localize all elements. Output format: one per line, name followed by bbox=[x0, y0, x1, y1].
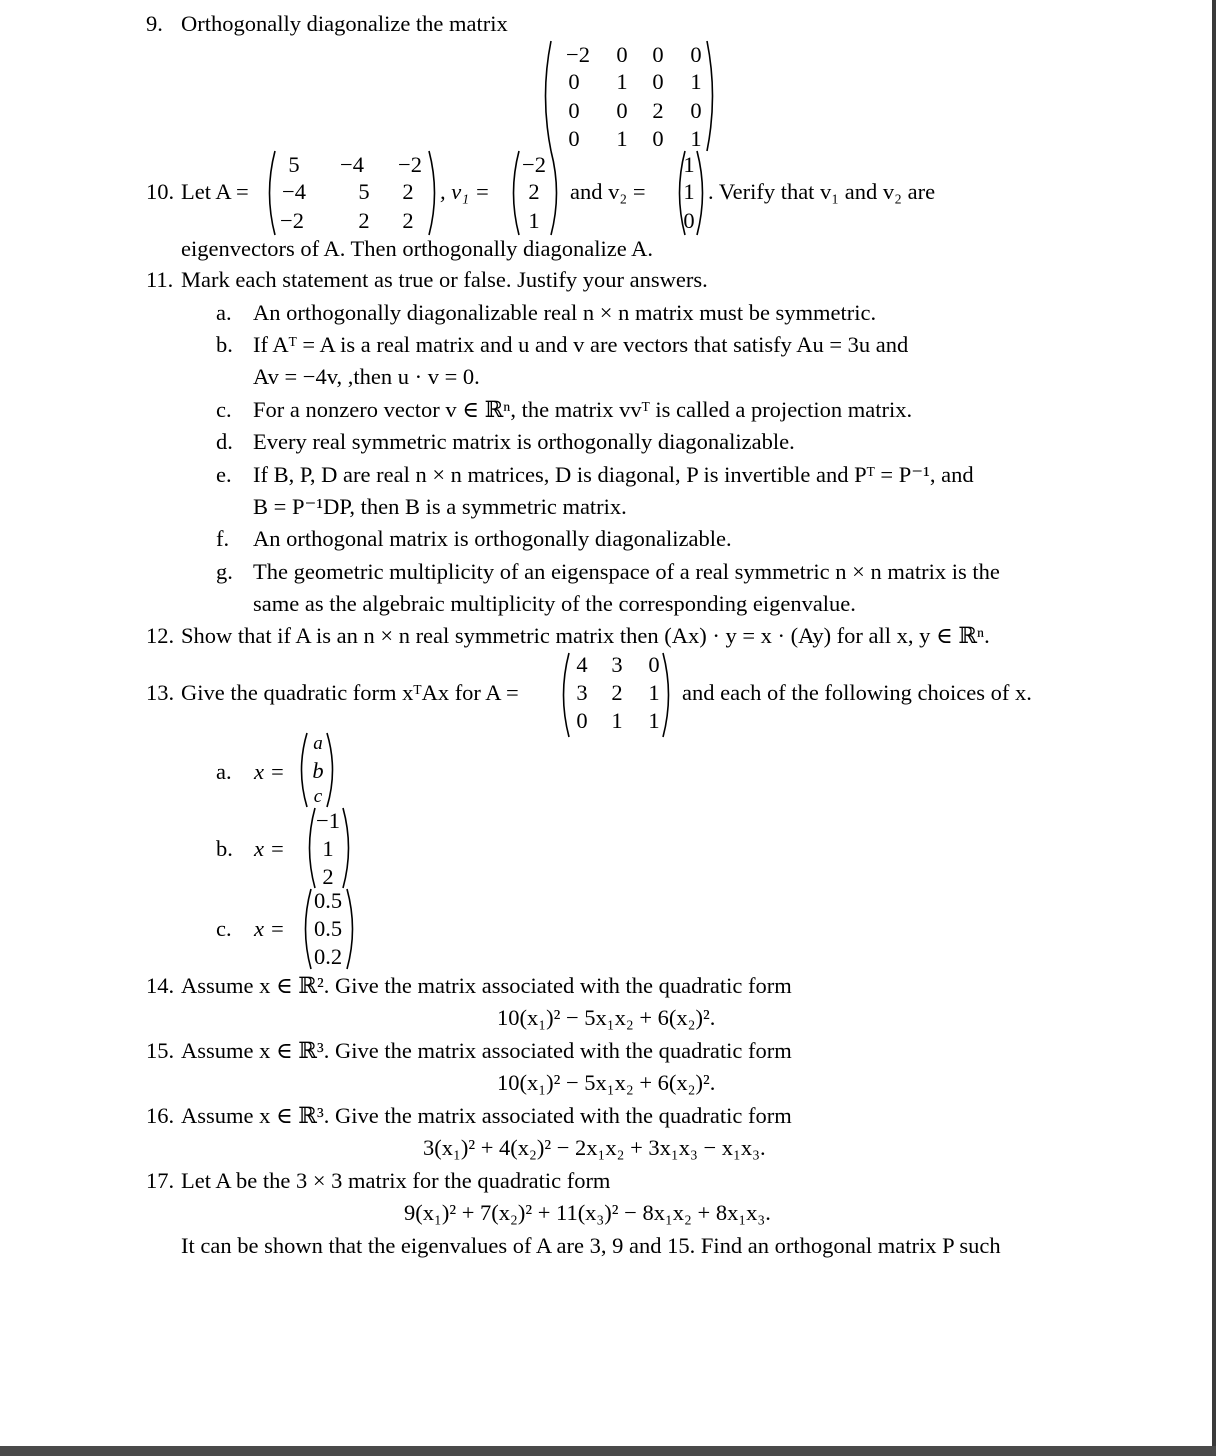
problem-10-number: 10. bbox=[146, 179, 175, 204]
matrix-10-cell: 2 bbox=[402, 179, 414, 204]
choice-x-eq: x = bbox=[254, 836, 285, 861]
statement-label: a. bbox=[216, 300, 232, 325]
vector-13c-entry: 0.5 bbox=[313, 888, 343, 913]
matrix-9-cell: 0 bbox=[690, 42, 702, 67]
statement-label: g. bbox=[216, 559, 233, 584]
matrix-13-cell: 3 bbox=[611, 652, 623, 677]
matrix-10-cell: −2 bbox=[398, 152, 422, 177]
problem-13-pre: Give the quadratic form xᵀAx for A = bbox=[181, 680, 519, 705]
matrix-9-cell: 0 bbox=[690, 98, 702, 123]
statement-label: d. bbox=[216, 429, 233, 454]
statement-label: f. bbox=[216, 526, 230, 551]
vector-13b-entry: −1 bbox=[316, 808, 340, 833]
statement-text: Av = −4v, ,then u · v = 0. bbox=[253, 364, 480, 389]
problem-13-post: and each of the following choices of x. bbox=[682, 680, 1032, 705]
statement-text: An orthogonal matrix is orthogonally diagonalizable. bbox=[253, 526, 732, 551]
statement-text: An orthogonally diagonalizable real n × n matrix must be symmetric. bbox=[253, 300, 877, 325]
problem-16-number: 16. bbox=[146, 1103, 175, 1128]
statement-label: c. bbox=[216, 397, 232, 422]
matrix-13-cell: 1 bbox=[611, 708, 623, 733]
matrix-9-cell: 0 bbox=[568, 98, 580, 123]
problem-13-number: 13. bbox=[146, 680, 175, 705]
choice-label: b. bbox=[216, 836, 233, 861]
matrix-10-cell: −4 bbox=[340, 152, 364, 177]
problem-12-number: 12. bbox=[146, 623, 175, 648]
matrix-13-cell: 0 bbox=[576, 708, 588, 733]
matrix-10-cell: 5 bbox=[358, 179, 370, 204]
vector-13a-entry: b bbox=[312, 758, 324, 783]
matrix-9-cell: 0 bbox=[568, 126, 580, 151]
statement-label: b. bbox=[216, 332, 233, 357]
vector-13b-entry: 2 bbox=[322, 864, 334, 889]
problem-15-text: Assume x ∈ ℝ³. Give the matrix associated with the quadratic form bbox=[181, 1038, 792, 1063]
vector-v2-entry: 1 bbox=[683, 152, 695, 177]
matrix-9-cell: 1 bbox=[616, 69, 628, 94]
problem-17-formula: 9(x₁)² + 7(x₂)² + 11(x₃)² − 8x₁x₂ + 8x₁x₃. bbox=[404, 1200, 771, 1225]
statement-text: Every real symmetric matrix is orthogonally diagonalizable. bbox=[253, 429, 795, 454]
choice-label: c. bbox=[216, 916, 232, 941]
matrix-9-cell: 1 bbox=[616, 126, 628, 151]
vector-13b-entry: 1 bbox=[322, 836, 334, 861]
vector-13a-entry: c bbox=[313, 786, 323, 807]
problem-10-and-v2: and v₂ = bbox=[570, 179, 646, 204]
matrix-10-cell: 2 bbox=[358, 208, 370, 233]
matrix-10-cell: 2 bbox=[402, 208, 414, 233]
vector-v1-entry: 1 bbox=[528, 208, 540, 233]
problem-9-text: Orthogonally diagonalize the matrix bbox=[181, 11, 508, 36]
statement-text: B = P⁻¹DP, then B is a symmetric matrix. bbox=[253, 494, 627, 519]
matrix-9-cell: 2 bbox=[652, 98, 664, 123]
matrix-13-cell: 1 bbox=[648, 708, 660, 733]
problem-17-number: 17. bbox=[146, 1168, 175, 1193]
matrix-13-cell: 3 bbox=[576, 680, 588, 705]
problem-11-number: 11. bbox=[146, 267, 174, 292]
matrix-13-cell: 4 bbox=[576, 652, 588, 677]
vector-v1-entry: 2 bbox=[528, 179, 540, 204]
statement-label: e. bbox=[216, 462, 232, 487]
matrix-9-left-paren bbox=[540, 40, 552, 152]
matrix-9-cell: 0 bbox=[652, 42, 664, 67]
problem-16-text: Assume x ∈ ℝ³. Give the matrix associated with the quadratic form bbox=[181, 1103, 792, 1128]
matrix-9-cell: 0 bbox=[652, 69, 664, 94]
matrix-10-cell: −2 bbox=[280, 208, 304, 233]
statement-text: The geometric multiplicity of an eigenspace of a real symmetric n × n matrix is the bbox=[253, 559, 1000, 584]
choice-x-eq: x = bbox=[254, 759, 285, 784]
problem-12-text: Show that if A is an n × n real symmetric matrix then (Ax) · y = x · (Ay) for all x, y ∈ ℝⁿ. bbox=[181, 623, 990, 648]
matrix-10-cell: −4 bbox=[282, 179, 306, 204]
matrix-13-cell: 0 bbox=[648, 652, 660, 677]
problem-16-formula: 3(x₁)² + 4(x₂)² − 2x₁x₂ + 3x₁x₃ − x₁x₃. bbox=[423, 1135, 766, 1160]
matrix-9-cell: 0 bbox=[652, 126, 664, 151]
page-frame-right bbox=[1212, 0, 1216, 1456]
matrix-9-cell: 0 bbox=[616, 42, 628, 67]
statement-text: For a nonzero vector v ∈ ℝⁿ, the matrix vvᵀ is called a projection matrix. bbox=[253, 397, 913, 422]
matrix-13-cell: 2 bbox=[611, 680, 623, 705]
vector-13c-entry: 0.2 bbox=[313, 944, 343, 969]
problem-10-line2: eigenvectors of A. Then orthogonally diagonalize A. bbox=[181, 236, 653, 261]
problem-15-number: 15. bbox=[146, 1038, 175, 1063]
matrix-9-cell: 1 bbox=[690, 69, 702, 94]
problem-10-verify: . Verify that v₁ and v₂ are bbox=[708, 179, 936, 204]
matrix-10-cell: 5 bbox=[288, 152, 300, 177]
problem-14-number: 14. bbox=[146, 973, 175, 998]
vector-v1-entry: −2 bbox=[522, 152, 546, 177]
matrix-9-cell: 1 bbox=[690, 126, 702, 151]
page-frame-bottom bbox=[0, 1446, 1216, 1456]
matrix-9-cell: −2 bbox=[566, 42, 590, 67]
problem-17-text: Let A be the 3 × 3 matrix for the quadratic form bbox=[181, 1168, 611, 1193]
matrix-13-cell: 1 bbox=[648, 680, 660, 705]
problem-14-text: Assume x ∈ ℝ². Give the matrix associated with the quadratic form bbox=[181, 973, 792, 998]
matrix-9-cell: 0 bbox=[568, 69, 580, 94]
problem-17-last-line: It can be shown that the eigenvalues of A are 3, 9 and 15. Find an orthogonal matrix P such bbox=[181, 1233, 1001, 1258]
choice-label: a. bbox=[216, 759, 232, 784]
choice-x-eq: x = bbox=[254, 916, 285, 941]
problem-11-text: Mark each statement as true or false. Justify your answers. bbox=[181, 267, 708, 292]
vector-v2-entry: 0 bbox=[683, 208, 695, 233]
problem-10-v1-eq: , v₁ = bbox=[440, 179, 490, 204]
statement-text: same as the algebraic multiplicity of the corresponding eigenvalue. bbox=[253, 591, 856, 616]
problem-14-formula: 10(x₁)² − 5x₁x₂ + 6(x₂)². bbox=[497, 1005, 716, 1030]
problem-10-let: Let A = bbox=[181, 179, 249, 204]
matrix-9-cell: 0 bbox=[616, 98, 628, 123]
vector-13c-entry: 0.5 bbox=[313, 916, 343, 941]
vector-v2-entry: 1 bbox=[683, 179, 695, 204]
statement-text: If Aᵀ = A is a real matrix and u and v are vectors that satisfy Au = 3u and bbox=[253, 332, 909, 357]
problem-9-number: 9. bbox=[146, 11, 163, 36]
problem-15-formula: 10(x₁)² − 5x₁x₂ + 6(x₂)². bbox=[497, 1070, 716, 1095]
vector-13a-entry: a bbox=[313, 733, 323, 754]
statement-text: If B, P, D are real n × n matrices, D is diagonal, P is invertible and Pᵀ = P⁻¹, and bbox=[253, 462, 974, 487]
